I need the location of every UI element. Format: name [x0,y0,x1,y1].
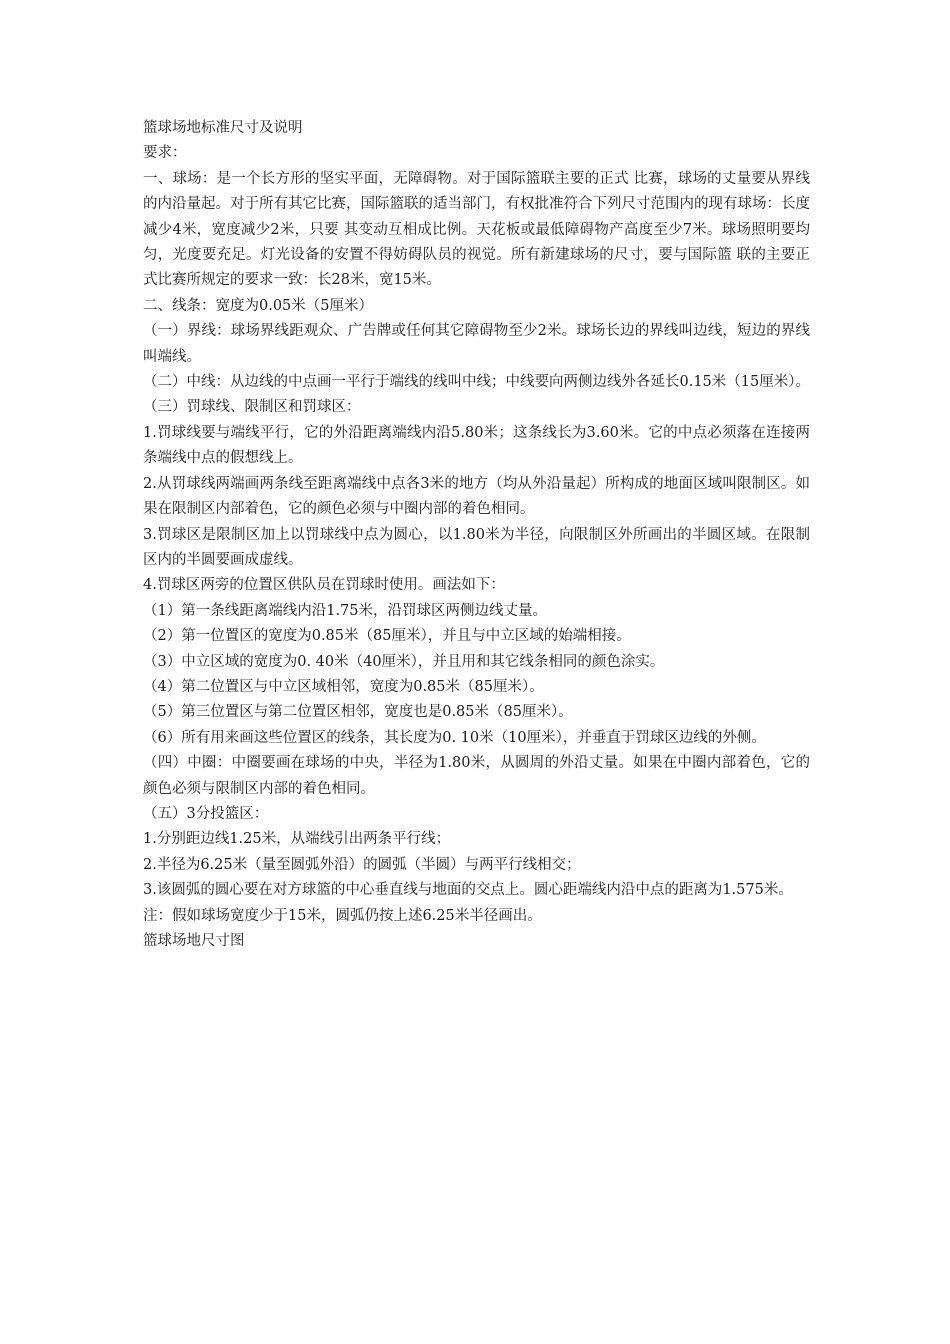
subsection-free-throw-heading: （三）罚球线、限制区和罚球区： [143,399,361,416]
requirements-heading: 要求： [143,145,187,162]
position-rule-4: （4）第二位置区与中立区域相邻，宽度为0.85米（85厘米）。 [143,678,544,695]
subsection-three-point-heading: （五）3分投篮区： [143,805,269,822]
subsection-centre-line: （二）中线：从边线的中点画一平行于端线的线叫中线；中线要向两侧边线外各延长0.15米（15厘米）。 [143,374,810,391]
position-rule-1: （1）第一条线距离端线内沿1.75米，沿罚球区两侧边线丈量。 [143,602,548,619]
position-rule-6: （6）所有用来画这些位置区的线条，其长度为0. 10米（10厘米），并垂直于罚球区边线的外侧。 [143,729,766,746]
three-point-rule-3: 3.该圆弧的圆心要在对方球篮的中心垂直线与地面的交点上。圆心距端线内沿中点的距离为1.575米。 [143,882,793,899]
section-lines: 二、线条：宽度为0.05米（5厘米） [143,297,374,314]
subsection-centre-circle: （四）中圈：中圈要画在球场的中央，半径为1.80米，从圆周的外沿丈量。如果在中圈内部着色，它的颜色必须与限制区内部的着色相同。 [143,755,810,797]
item-restricted-area: 2.从罚球线两端画两条线至距离端线中点各3米的地方（均从外沿量起）所构成的地面区域叫限制区。如果在限制区内部着色，它的颜色必须与中圈内部的着色相同。 [143,475,810,518]
section-court: 一、球场：是一个长方形的坚实平面，无障碍物。对于国际篮联主要的正式 比赛，球场的丈量要从界线的内沿量起。对于所有其它比赛，国际篮联的适当部门，有权批准符合下列尺寸范围内的现有球场：长度减少4米，宽度减少2米，只要 其变动互相成比例。天花板或最低障碍物产高度至少7米。球场照明要均匀，光度要充足。灯光设备的安置不得妨碍队员的视觉。所有新建球场的尺寸，要与国际篮 联的主要正式比赛所规定的要求一致：长28米，宽15米。 [143,170,810,289]
three-point-rule-1: 1.分别距边线1.25米，从端线引出两条平行线； [143,831,451,848]
item-free-throw-area: 3.罚球区是限制区加上以罚球线中点为圆心，以1.80米为半径，向限制区外所画出的半圆区域。在限制区内的半圆要画成虚线。 [143,526,810,568]
document-title: 篮球场地标准尺寸及说明 [143,120,303,136]
item-free-throw-line: 1.罚球线要与端线平行，它的外沿距离端线内沿5.80米；这条线长为3.60米。它的中点必须落在连接两条端线中点的假想线上。 [143,424,810,467]
three-point-rule-2: 2.半径为6.25米（量至圆弧外沿）的圆弧（半圆）与两平行线相交； [143,856,581,873]
position-rule-5: （5）第三位置区与第二位置区相邻，宽度也是0.85米（85厘米）。 [143,704,573,721]
subsection-boundary-lines: （一）界线：球场界线距观众、广告牌或任何其它障碍物至少2米。球场长边的界线叫边线，短边的界线叫端线。 [143,323,810,365]
note: 注：假如球场宽度少于15米，圆弧仍按上述6.25米半径画出。 [143,907,542,924]
diagram-caption: 篮球场地尺寸图 [143,933,245,949]
position-rule-2: （2）第一位置区的宽度为0.85米（85厘米），并且与中立区域的始端相接。 [143,628,631,645]
item-position-areas: 4.罚球区两旁的位置区供队员在罚球时使用。画法如下： [143,577,505,594]
position-rule-3: （3）中立区域的宽度为0. 40米（40厘米），并且用和其它线条相同的颜色涂实。 [143,653,665,670]
document-body [143,116,810,954]
